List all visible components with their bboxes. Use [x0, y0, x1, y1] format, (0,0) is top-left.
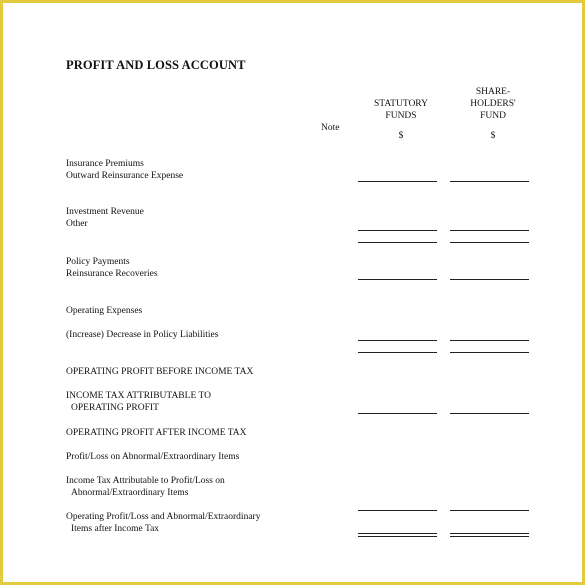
statutory-total-rule	[358, 536, 437, 537]
shareholders-header-line2: HOLDERS'	[470, 99, 516, 109]
shareholders-subtotal-rule	[450, 230, 529, 231]
shareholders-total-rule	[450, 533, 529, 534]
shareholders-subtotal-rule	[450, 510, 529, 511]
statutory-subtotal-rule	[358, 340, 437, 341]
statutory-subtotal-rule	[358, 230, 437, 231]
statutory-subtotal-rule	[358, 279, 437, 280]
row-tax-abnormal-line1: Income Tax Attributable to Profit/Loss on	[66, 476, 225, 486]
shareholders-header-line3: FUND	[480, 111, 506, 121]
shareholders-total-rule	[450, 536, 529, 537]
row-income-tax-line2: OPERATING PROFIT	[71, 403, 159, 413]
row-outward-reinsurance: Outward Reinsurance Expense	[66, 171, 184, 181]
statutory-subtotal-rule	[358, 510, 437, 511]
statutory-currency-symbol: $	[398, 131, 404, 141]
shareholders-subtotal-rule	[450, 413, 529, 414]
row-op-profit-before-tax: OPERATING PROFIT BEFORE INCOME TAX	[66, 367, 254, 377]
row-op-profit-abnormal-line1: Operating Profit/Loss and Abnormal/Extraordinary	[66, 512, 261, 522]
row-investment-revenue: Investment Revenue	[66, 207, 144, 217]
row-other: Other	[66, 219, 88, 229]
shareholders-currency-symbol: $	[490, 131, 496, 141]
row-income-tax-line1: INCOME TAX ATTRIBUTABLE TO	[66, 391, 211, 401]
statutory-header-line2: FUNDS	[385, 111, 417, 121]
row-insurance-premiums: Insurance Premiums	[66, 159, 144, 169]
statutory-header-line1: STATUTORY	[374, 99, 428, 109]
row-abnormal-items: Profit/Loss on Abnormal/Extraordinary Items	[66, 452, 240, 462]
statutory-subtotal-rule	[358, 413, 437, 414]
row-operating-expenses: Operating Expenses	[66, 306, 143, 316]
note-column-header: Note	[321, 123, 340, 133]
statutory-subtotal-rule	[358, 181, 437, 182]
shareholders-subtotal-rule	[450, 352, 529, 353]
shareholders-fund-header	[458, 86, 528, 142]
shareholders-subtotal-rule	[450, 242, 529, 243]
statutory-funds-header	[358, 98, 444, 142]
shareholders-subtotal-rule	[450, 340, 529, 341]
statutory-total-rule	[358, 533, 437, 534]
shareholders-subtotal-rule	[450, 279, 529, 280]
row-op-profit-abnormal-line2: Items after Income Tax	[71, 524, 160, 534]
row-reinsurance-recoveries: Reinsurance Recoveries	[66, 269, 158, 279]
statutory-subtotal-rule	[358, 242, 437, 243]
shareholders-subtotal-rule	[450, 181, 529, 182]
page-title: PROFIT AND LOSS ACCOUNT	[66, 58, 246, 72]
row-tax-abnormal-line2: Abnormal/Extraordinary Items	[71, 488, 189, 498]
row-policy-payments: Policy Payments	[66, 257, 130, 267]
statutory-subtotal-rule	[358, 352, 437, 353]
shareholders-header-line1: SHARE-	[475, 87, 511, 97]
row-op-profit-after-tax: OPERATING PROFIT AFTER INCOME TAX	[66, 428, 247, 438]
row-policy-liabilities: (Increase) Decrease in Policy Liabilities	[66, 330, 219, 340]
